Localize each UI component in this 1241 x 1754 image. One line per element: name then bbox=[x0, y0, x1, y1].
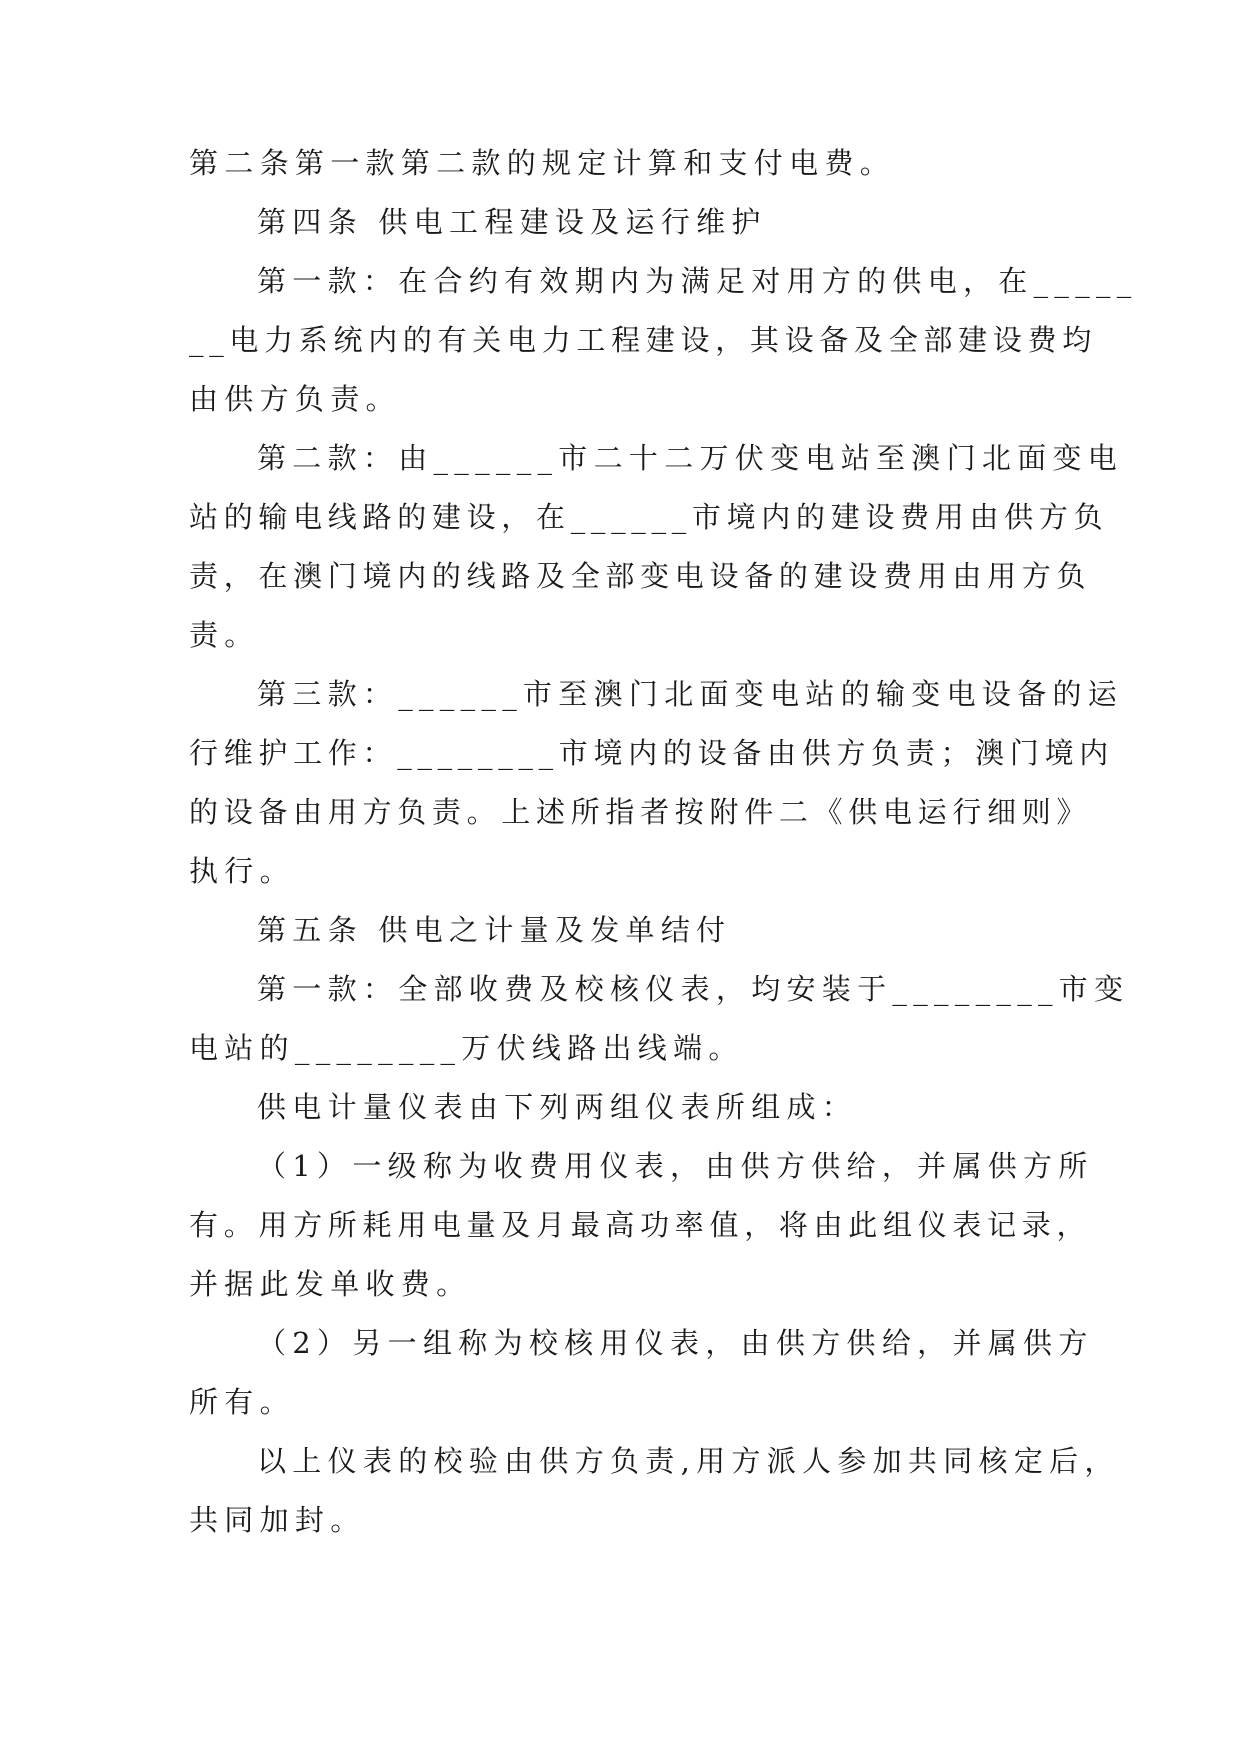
text-line: 第二条第一款第二款的规定计算和支付电费。 bbox=[189, 146, 896, 180]
text-line: 供电计量仪表由下列两组仪表所组成： bbox=[257, 1090, 858, 1124]
text-line: 第一款：全部收费及校核仪表，均安装于________市变 bbox=[257, 972, 1130, 1006]
text-line: __电力系统内的有关电力工程建设，其设备及全部建设费均 bbox=[189, 323, 1097, 357]
text-line: 电站的________万伏线路出线端。 bbox=[189, 1031, 744, 1065]
text-line: 由供方负责。 bbox=[189, 382, 401, 416]
article-heading: 第四条 供电工程建设及运行维护 bbox=[257, 205, 767, 239]
text-line: 行维护工作：________市境内的设备由供方负责；澳门境内 bbox=[189, 736, 1115, 770]
text-line: 责。 bbox=[189, 618, 260, 652]
text-line: 有。用方所耗用电量及月最高功率值，将由此组仪表记录， bbox=[189, 1208, 1092, 1242]
text-line: 所有。 bbox=[189, 1385, 295, 1419]
text-line: 第一款：在合约有效期内为满足对用方的供电，在_____ bbox=[257, 264, 1138, 298]
text-line: 并据此发单收费。 bbox=[189, 1267, 472, 1301]
text-line: 的设备由用方负责。上述所指者按附件二《供电运行细则》 bbox=[189, 795, 1092, 829]
article-heading: 第五条 供电之计量及发单结付 bbox=[257, 913, 732, 947]
text-line: 以上仪表的校验由供方负责,用方派人参加共同核定后， bbox=[257, 1444, 1120, 1478]
text-line: 站的输电线路的建设，在______市境内的建设费用由供方负 bbox=[189, 500, 1109, 534]
text-line: 第三款：______市至澳门北面变电站的输变电设备的运 bbox=[257, 677, 1124, 711]
text-line: （2）另一组称为校核用仪表，由供方供给，并属供方 bbox=[257, 1326, 1094, 1360]
text-line: （1）一级称为收费用仪表，由供方供给，并属供方所 bbox=[257, 1149, 1094, 1183]
text-line: 共同加封。 bbox=[189, 1503, 366, 1537]
text-line: 第二款：由______市二十二万伏变电站至澳门北面变电 bbox=[257, 441, 1124, 475]
text-line: 执行。 bbox=[189, 854, 295, 888]
text-line: 责，在澳门境内的线路及全部变电设备的建设费用由用方负 bbox=[189, 559, 1092, 593]
